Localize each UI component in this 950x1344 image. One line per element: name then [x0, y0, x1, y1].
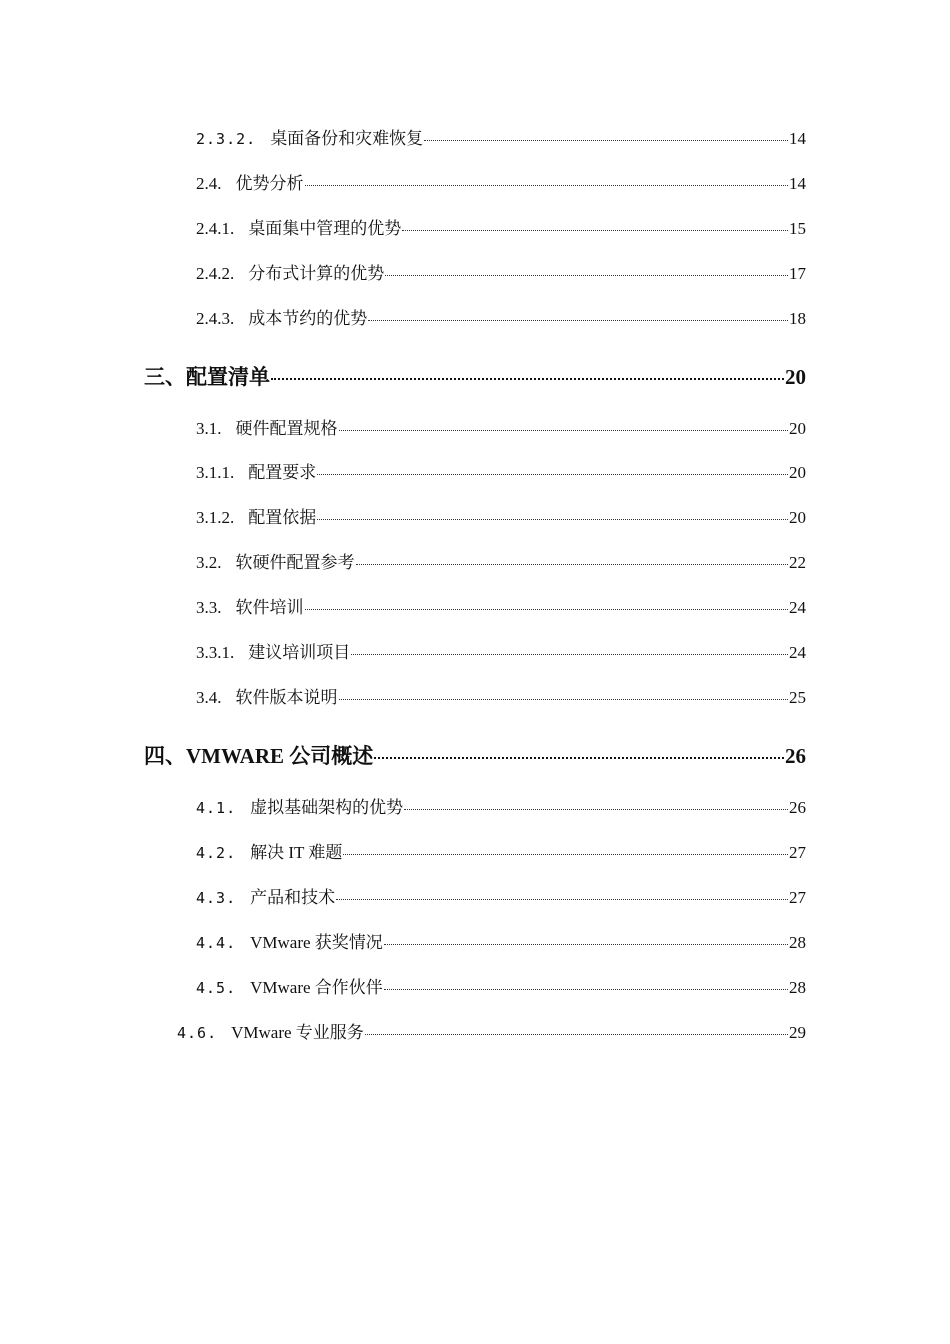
toc-entry-number: 2.4.2.: [196, 264, 235, 283]
toc-entry-title: 分布式计算的优势: [248, 264, 385, 283]
dot-leader: [424, 140, 788, 141]
toc-entry-2-4-3[interactable]: [196, 308, 806, 330]
toc-entry-title: 产品和技术: [250, 888, 336, 907]
toc-entry-number: 4.2.: [196, 844, 237, 862]
toc-entry-page: 20: [789, 508, 806, 527]
dot-leader: [374, 757, 784, 759]
toc-entry-page: 20: [789, 463, 806, 482]
toc-entry-number: 3.4.: [196, 688, 222, 707]
toc-entry-3-1[interactable]: [196, 418, 806, 440]
toc-entry-page: 18: [789, 309, 806, 328]
dot-leader: [339, 699, 789, 700]
toc-entry-page: 27: [789, 843, 806, 862]
dot-leader: [356, 564, 789, 565]
toc-entry-title: VMware 合作伙伴: [250, 978, 383, 997]
toc-entry-number: 4.4.: [196, 934, 237, 952]
toc-entry-number: 3.1.1.: [196, 463, 235, 482]
toc-entry-4-3[interactable]: [196, 887, 806, 909]
toc-entry-page: 15: [789, 219, 806, 238]
toc-entry-2-4-2[interactable]: [196, 263, 806, 285]
dot-leader: [365, 1034, 788, 1035]
dot-leader: [402, 230, 788, 231]
toc-entry-number: 3.3.1.: [196, 643, 235, 662]
dot-leader: [271, 378, 784, 380]
toc-entry-title: 优势分析: [235, 174, 304, 193]
toc-entry-number: 2.4.: [196, 174, 222, 193]
dot-leader: [368, 320, 788, 321]
toc-entry-page: 28: [789, 933, 806, 952]
toc-chapter-title: 三、配置清单: [144, 365, 270, 389]
toc-chapter-4[interactable]: [144, 743, 806, 769]
dot-leader: [384, 989, 788, 990]
toc-entry-4-4[interactable]: [196, 932, 806, 954]
dot-leader: [317, 519, 788, 520]
toc-entry-page: 27: [789, 888, 806, 907]
toc-entry-3-4[interactable]: [196, 687, 806, 709]
toc-entry-page: 14: [789, 129, 806, 148]
toc-entry-number: 2.4.3.: [196, 309, 235, 328]
toc-entry-3-1-2[interactable]: [196, 507, 806, 529]
toc-entry-page: 28: [789, 978, 806, 997]
toc-entry-2-4-1[interactable]: [196, 218, 806, 240]
dot-leader: [384, 944, 788, 945]
toc-entry-title: VMware 获奖情况: [250, 933, 383, 952]
toc-entry-page: 24: [789, 643, 806, 662]
toc-entry-page: 14: [789, 174, 806, 193]
toc-entry-page: 26: [789, 798, 806, 817]
toc-entry-title: 配置要求: [248, 463, 317, 482]
dot-leader: [305, 609, 789, 610]
toc-entry-number: 4.1.: [196, 799, 237, 817]
dot-leader: [336, 899, 788, 900]
toc-chapter-title: 四、VMWARE 公司概述: [144, 744, 374, 768]
dot-leader: [351, 654, 788, 655]
toc-entry-page: 25: [789, 688, 806, 707]
toc-entry-3-1-1[interactable]: [196, 462, 806, 484]
toc-entry-number: 3.1.2.: [196, 508, 235, 527]
toc-entry-number: 3.3.: [196, 598, 222, 617]
toc-entry-4-5[interactable]: [196, 977, 806, 999]
toc-entry-title: 虚拟基础架构的优势: [250, 798, 404, 817]
toc-entry-title: 解决 IT 难题: [250, 843, 343, 862]
dot-leader: [317, 474, 788, 475]
toc-entry-page: 22: [789, 553, 806, 572]
toc-entry-3-3-1[interactable]: [196, 642, 806, 664]
toc-entry-3-3[interactable]: [196, 597, 806, 619]
dot-leader: [305, 185, 789, 186]
toc-entry-title: 桌面集中管理的优势: [248, 219, 402, 238]
toc-chapter-page: 20: [785, 365, 806, 389]
toc-entry-number: 3.1.: [196, 419, 222, 438]
toc-entry-title: 软件培训: [235, 598, 304, 617]
toc-entry-4-6[interactable]: [177, 1022, 806, 1044]
toc-entry-page: 29: [789, 1023, 806, 1042]
toc-entry-title: 软件版本说明: [235, 688, 338, 707]
toc-entry-4-1[interactable]: [196, 797, 806, 819]
toc-entry-title: 配置依据: [248, 508, 317, 527]
toc-entry-3-2[interactable]: [196, 552, 806, 574]
toc-entry-title: 建议培训项目: [248, 643, 351, 662]
toc-entry-page: 20: [789, 419, 806, 438]
toc-entry-number: 4.5.: [196, 979, 237, 997]
toc-entry-number: 3.2.: [196, 553, 222, 572]
dot-leader: [339, 430, 789, 431]
toc-entry-page: 24: [789, 598, 806, 617]
toc-entry-number: 2.3.2.: [196, 130, 257, 148]
toc-entry-4-2[interactable]: [196, 842, 806, 864]
toc-entry-page: 17: [789, 264, 806, 283]
toc-entry-title: 桌面备份和灾难恢复: [270, 129, 424, 148]
toc-entry-2-4[interactable]: [196, 173, 806, 195]
toc-entry-number: 2.4.1.: [196, 219, 235, 238]
dot-leader: [343, 854, 788, 855]
toc-entry-title: VMware 专业服务: [231, 1023, 364, 1042]
toc-entry-title: 成本节约的优势: [248, 309, 368, 328]
toc-entry-number: 4.6.: [177, 1024, 218, 1042]
toc-entry-title: 硬件配置规格: [235, 419, 338, 438]
toc-chapter-page: 26: [785, 744, 806, 768]
dot-leader: [385, 275, 788, 276]
toc-chapter-3[interactable]: [144, 364, 806, 390]
toc-entry-number: 4.3.: [196, 889, 237, 907]
toc-entry-2-3-2[interactable]: [196, 128, 806, 150]
dot-leader: [404, 809, 788, 810]
toc-entry-title: 软硬件配置参考: [235, 553, 355, 572]
